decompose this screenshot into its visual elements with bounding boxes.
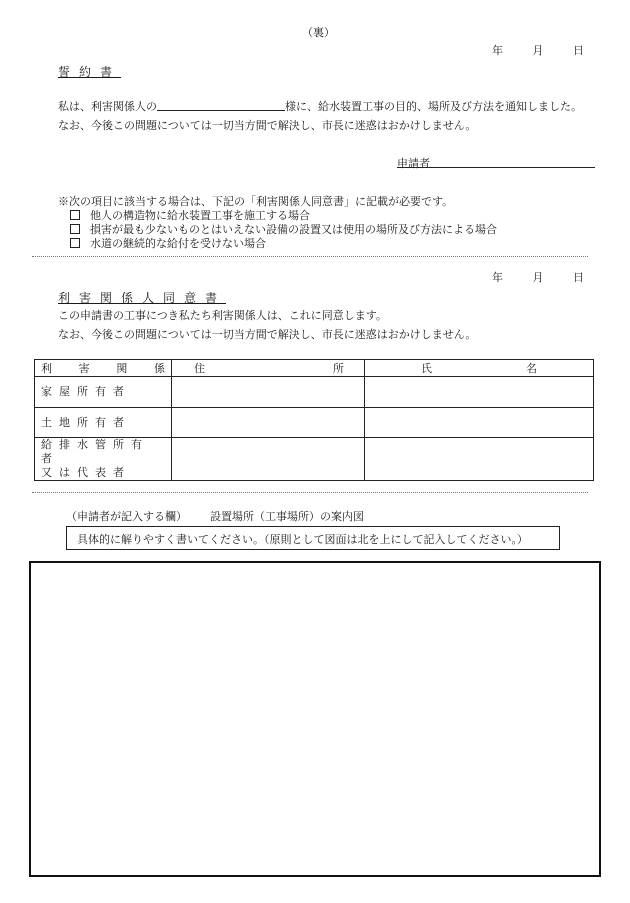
year-label: 年 — [492, 271, 503, 284]
checkbox[interactable] — [70, 238, 80, 248]
table-header-row — [35, 360, 594, 377]
day-label: 日 — [573, 271, 584, 284]
relation-line: 給排水管所有者 — [41, 438, 149, 465]
map-instruction: 具体的に解りやすく書いてください。（原則として図面は北を上にして記入してください。） — [77, 533, 528, 546]
relation-cell: 土地所有者 — [35, 408, 172, 438]
location-map-area[interactable] — [29, 561, 601, 877]
year-label: 年 — [492, 44, 503, 57]
notice-item-text: 水道の継続的な給付を受けない場合 — [90, 237, 266, 250]
header-char: 氏 — [421, 362, 432, 375]
month-label: 月 — [532, 271, 544, 284]
day-label: 日 — [573, 44, 584, 57]
pledge-line-2: なお、今後この問題については一切当方間で解決し、市長に迷惑はおかけしません。 — [58, 119, 477, 132]
pledge-line-1-suffix: 様に、給水装置工事の目的、場所及び方法を通知しました。 — [285, 100, 582, 113]
header-name — [365, 360, 594, 377]
header-relation — [35, 360, 172, 377]
address-cell[interactable] — [172, 438, 365, 481]
consent-line-2: なお、今後この問題については一切当方間で解決し、市長に迷惑はおかけしません。 — [58, 328, 477, 341]
address-cell[interactable] — [172, 408, 365, 438]
map-instruction-box — [66, 526, 560, 550]
section-divider — [32, 492, 588, 493]
notice-item-text: 損害が最も少ないものとはいえない設備の設置又は使用の場所及び方法による場合 — [90, 223, 497, 236]
header-char: 係 — [153, 362, 165, 375]
header-address — [172, 360, 365, 377]
table-row — [35, 408, 594, 438]
checkbox[interactable] — [70, 210, 80, 220]
header-char: 名 — [526, 362, 537, 375]
month-label: 月 — [532, 44, 544, 57]
name-cell[interactable] — [365, 377, 594, 408]
pledge-line-1 — [58, 98, 582, 114]
relation-line: 又は代表者 — [41, 466, 131, 479]
header-char: 利 — [41, 362, 52, 375]
page-side-label: （裏） — [302, 26, 335, 39]
pledge-line-1-prefix: 私は、利害関係人の — [58, 100, 157, 113]
name-cell[interactable] — [365, 438, 594, 481]
map-section-title: 設置場所（工事場所）の案内図 — [210, 510, 364, 523]
pledge-heading: 誓約書 — [58, 65, 122, 79]
header-char: 害 — [78, 362, 90, 375]
checkbox[interactable] — [70, 224, 80, 234]
consent-date — [492, 269, 584, 285]
map-section-note: （申請者が記入する欄） — [66, 510, 187, 523]
table-row — [35, 377, 594, 408]
applicant-label: 申請者 — [397, 157, 430, 170]
relation-cell — [35, 438, 172, 481]
section-divider — [32, 256, 588, 257]
stakeholder-name-blank[interactable] — [157, 100, 285, 111]
notice-item — [70, 235, 266, 251]
address-cell[interactable] — [172, 377, 365, 408]
consent-heading: 利害関係人同意書 — [58, 291, 227, 305]
applicant-signature-line[interactable] — [397, 167, 595, 168]
header-char: 住 — [194, 362, 205, 375]
table-row — [35, 438, 594, 481]
header-char: 所 — [333, 362, 344, 375]
notice-item-text: 他人の構造物に給水装置工事を施工する場合 — [90, 209, 310, 222]
notice-intro: ※次の項目に該当する場合は、下記の「利害関係人同意書」に記載が必要です。 — [58, 195, 454, 208]
consent-line-1: この申請書の工事につき私たち利害関係人は、これに同意します。 — [58, 309, 387, 322]
relation-cell: 家屋所有者 — [35, 377, 172, 408]
name-cell[interactable] — [365, 408, 594, 438]
stakeholder-table — [34, 359, 594, 481]
header-char: 関 — [116, 362, 128, 375]
pledge-date — [492, 42, 584, 58]
